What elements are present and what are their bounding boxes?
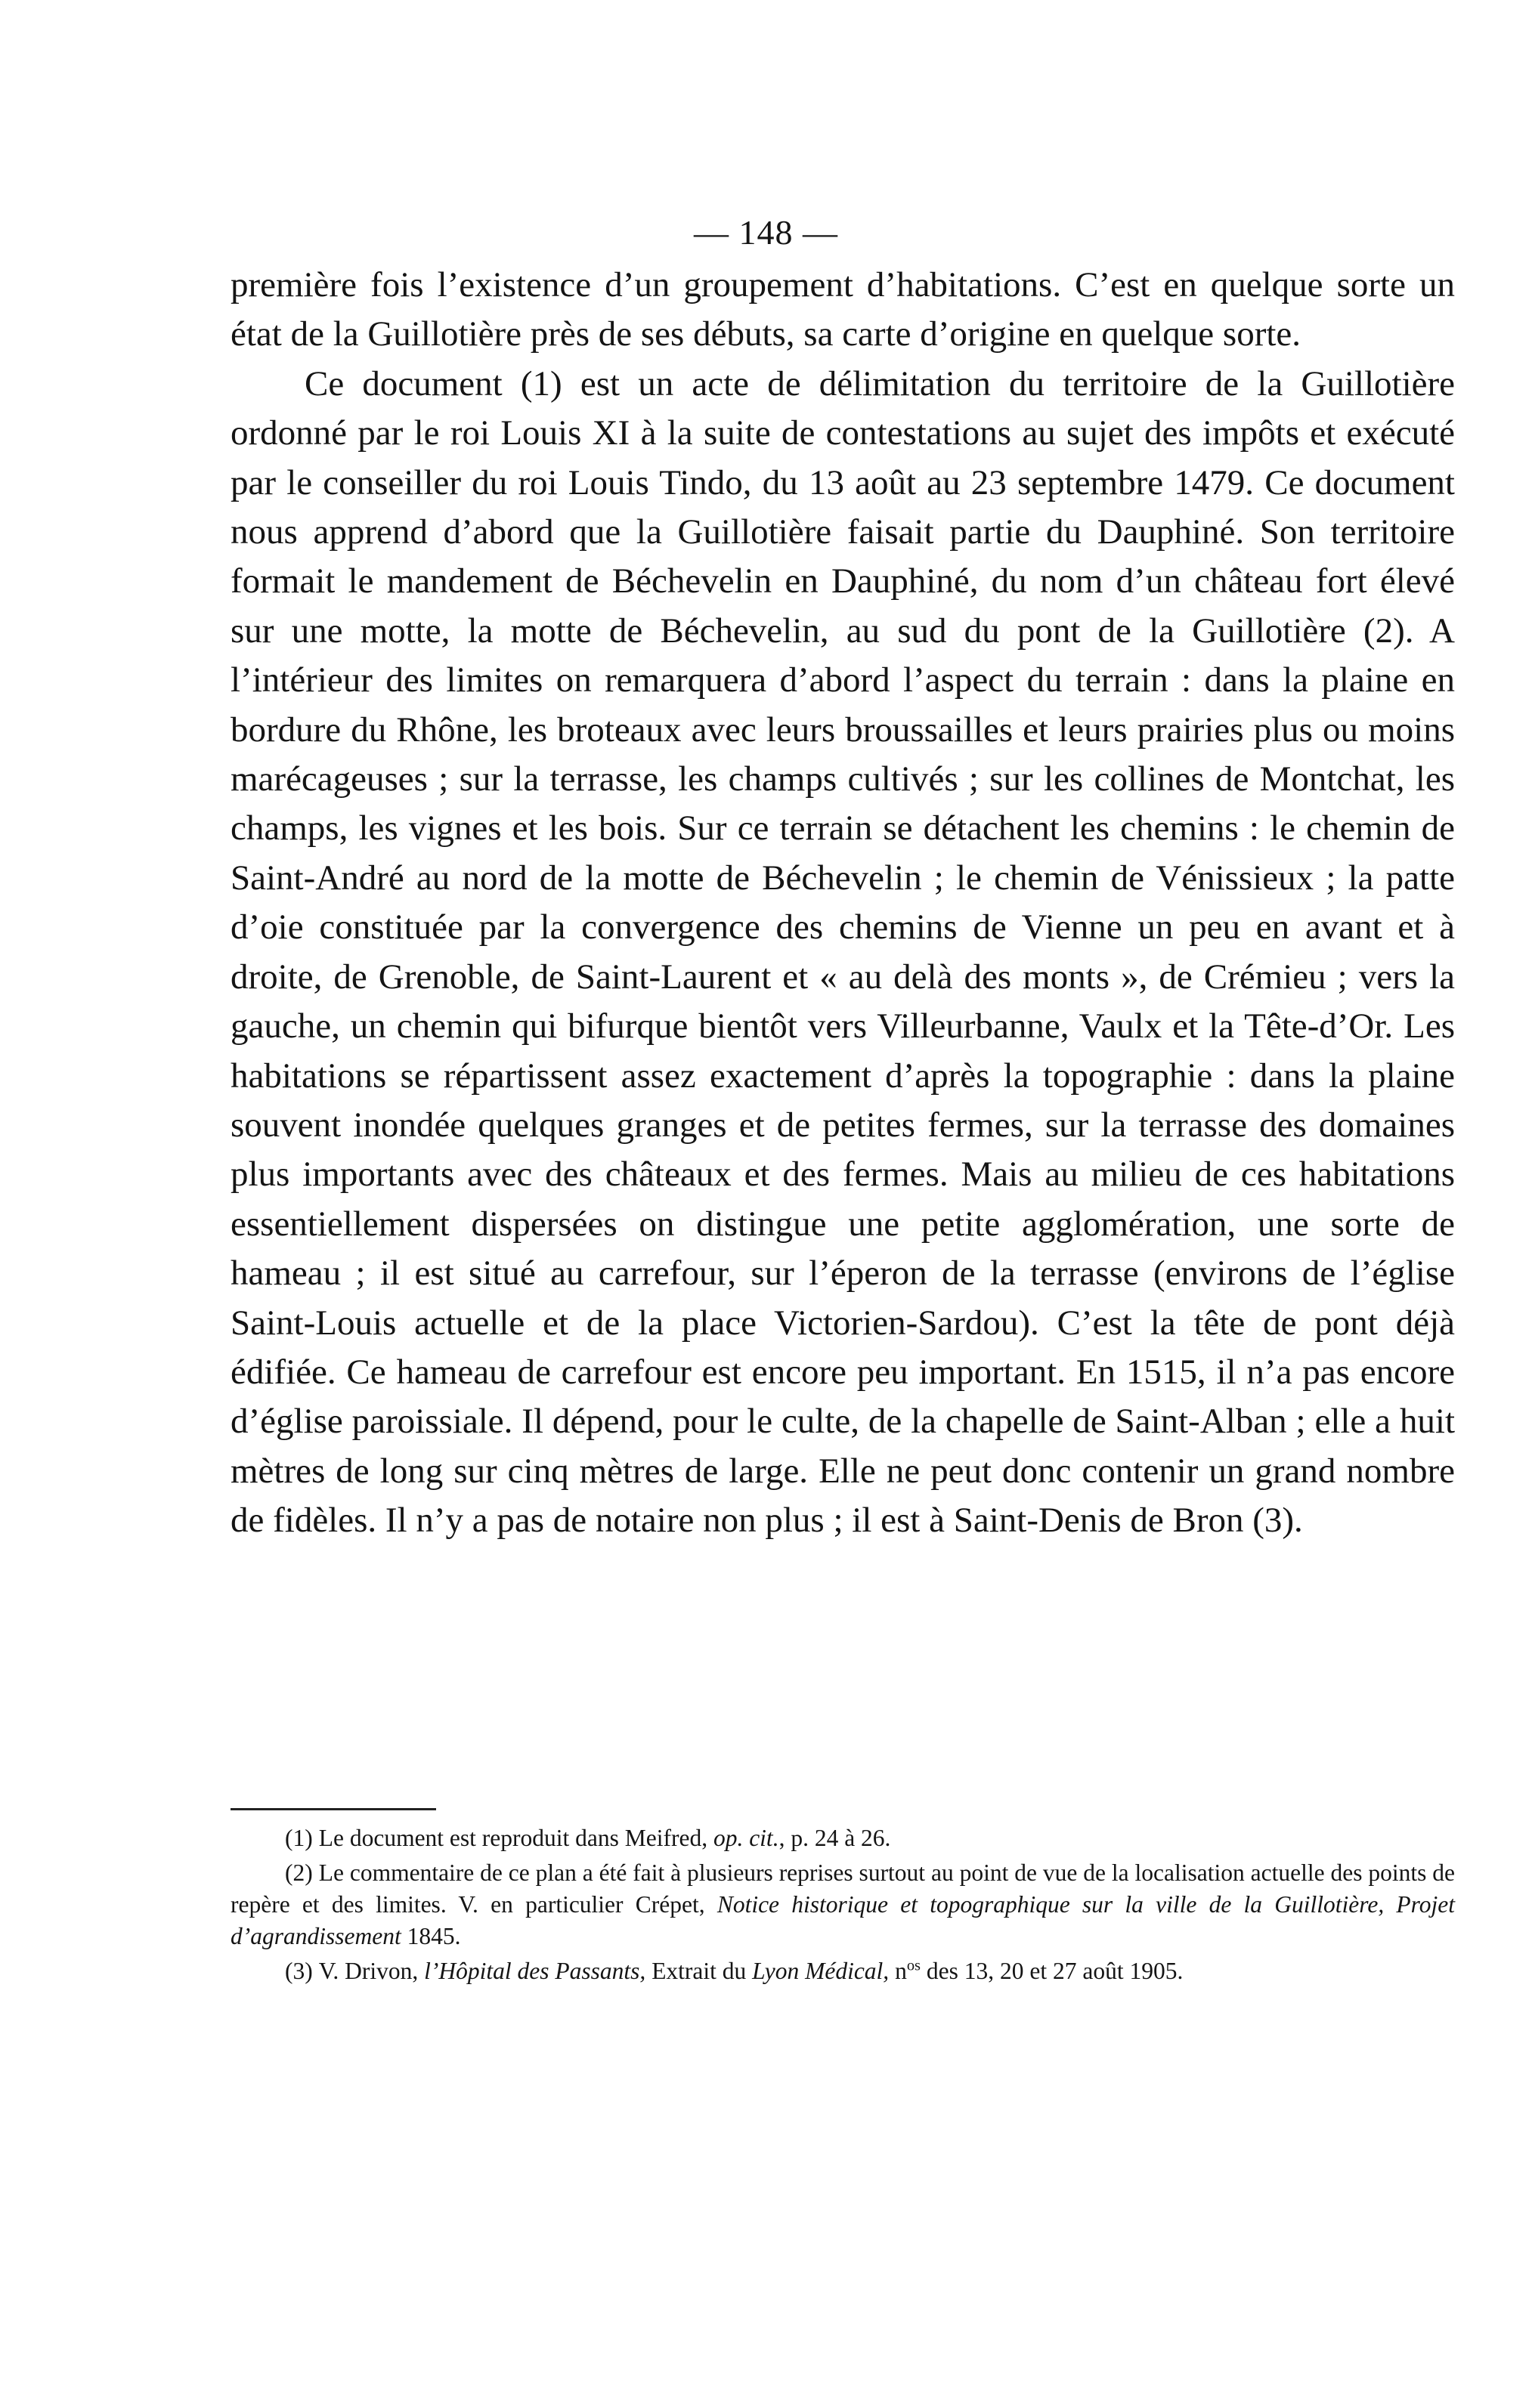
footnote-italic: Notice historique et topographique sur la ville de la Guillotière, Projet d’agrandissement — [231, 1891, 1455, 1949]
footnote-text: Le commentaire de ce plan a été fait à plusieurs reprises surtout au point de vue de la localisation actuelle des points de repère et des limites. V. en particulier Crépet, — [231, 1859, 1455, 1918]
footnote-text: Le document est reproduit dans Meifred, — [318, 1825, 713, 1851]
footnote-number: (3) — [285, 1958, 313, 1984]
footnote-superscript: os — [906, 1957, 921, 1974]
footnote-text: Extrait du — [645, 1958, 753, 1984]
footnote-2 — [231, 1857, 1455, 1952]
paragraph-continued: première fois l’existence d’un groupement d’habitations. C’est en quelque sorte un état de la Guillotière près de ses débuts, sa carte d’origine en quelque sorte. — [231, 265, 1455, 354]
footnote-divider — [231, 1808, 436, 1810]
footnote-italic: l’Hôpital des Passants, — [424, 1958, 646, 1984]
footnote-3 — [231, 1955, 1455, 1987]
footnote-text: des 13, 20 et 27 août 1905. — [921, 1958, 1184, 1984]
footnote-text: 1845. — [401, 1923, 461, 1949]
footnote-number: (1) — [285, 1825, 313, 1851]
footnote-text: V. Drivon, — [318, 1958, 425, 1984]
paragraph-document-description: Ce document (1) est un acte de délimitation du territoire de la Guillotière ordonné par le roi Louis XI à la suite de contestations au sujet des impôts et exécuté par le conseiller du roi Louis Tindo, du 13 août au 23 septembre 1479. Ce document nous apprend d’abord que la Guillotière faisait partie du Dauphiné. Son territoire formait le mandement de Béchevelin en Dauphiné, du nom d’un château fort élevé sur une motte, la motte de Béchevelin, au sud du pont de la Guillotière (2). A l’intérieur des limites on remarquera d’abord l’aspect du terrain : dans la plaine en bordure du Rhône, les broteaux avec leurs broussailles et leurs prairies plus ou moins marécageuses ; sur la terrasse, les champs cultivés ; sur les collines de Montchat, les champs, les vignes et les bois. Sur ce terrain se détachent les chemins : le chemin de Saint-André au nord de la motte de Béchevelin ; le chemin de Vénissieux ; la patte d’oie constituée par la convergence des chemins de Vienne un peu en avant et à droite, de Grenoble, de Saint-Laurent et « au delà des monts », de Crémieu ; vers la gauche, un chemin qui bifurque bientôt vers Villeurbanne, Vaulx et la Tête-d’Or. Les habitations se répartissent assez exactement d’après la topographie : dans la plaine souvent inondée quelques granges et de petites fermes, sur la terrasse des domaines plus importants avec des châteaux et des fermes. Mais au milieu de ces habitations essentiellement dispersées on distingue une petite agglomération, une sorte de hameau ; il est situé au carrefour, sur l’éperon de la terrasse (environs de l’église Saint-Louis actuelle et de la place Victorien-Sardou). C’est la tête de pont déjà édifiée. Ce hameau de carrefour est encore peu important. En 1515, il n’a pas encore d’église paroissiale. Il dépend, pour le culte, de la chapelle de Saint-Alban ; elle a huit mètres de long sur cinq mètres de large. Elle ne peut donc contenir un grand nombre de fidèles. Il n’y a pas de notaire non plus ; il est à Saint-Denis de Bron (3). — [231, 363, 1455, 1541]
footnote-italic: Lyon Médical, — [752, 1958, 890, 1984]
footnote-text: n — [889, 1958, 907, 1984]
footnote-number: (2) — [285, 1859, 313, 1886]
footnote-text: , p. 24 à 26. — [778, 1825, 891, 1851]
main-text — [231, 261, 1455, 1546]
footnote-italic: op. cit. — [713, 1825, 779, 1851]
footnotes — [231, 1822, 1455, 1990]
page-number: — 148 — — [694, 213, 838, 252]
footnote-1 — [231, 1822, 1455, 1854]
